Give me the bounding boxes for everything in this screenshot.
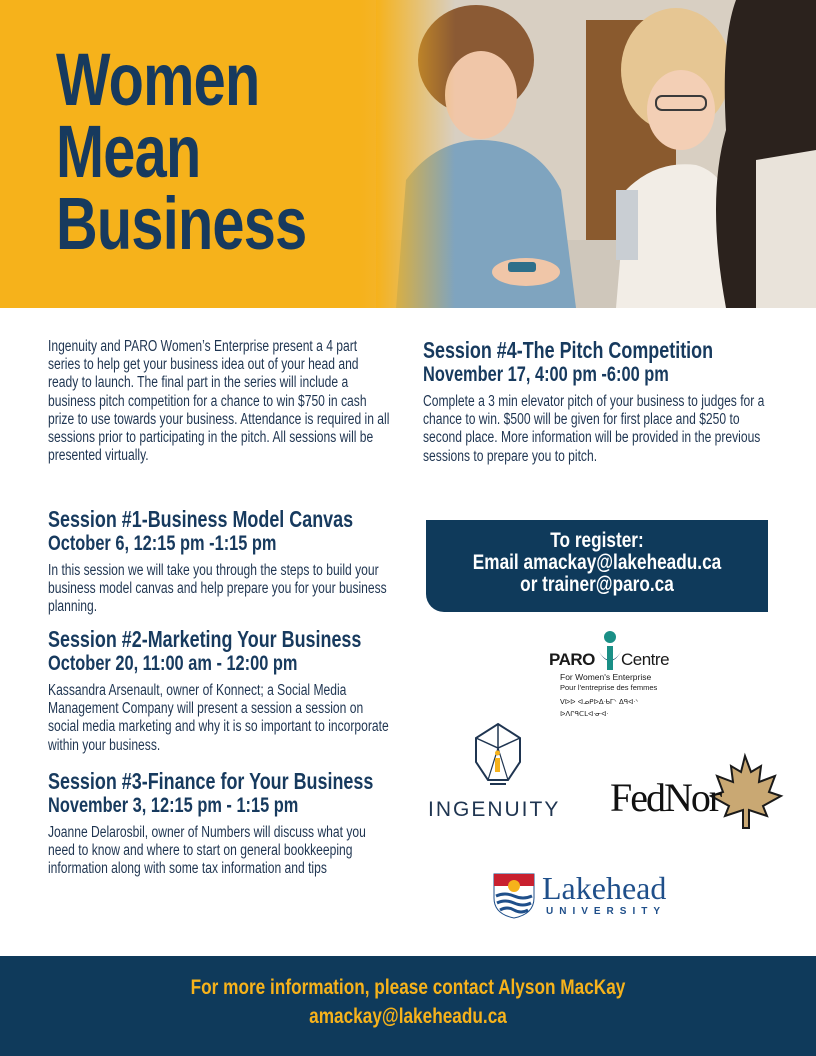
paro-subtitle-fr: Pour l'entreprise des femmes — [560, 683, 658, 692]
session-2-description: Kassandra Arsenault, owner of Konnect; a Social Media Management Company will present a session a session on social media marketing and why it is so important to incorporate within your business. — [48, 682, 389, 754]
lakehead-wordmark: Lakehead — [542, 870, 667, 906]
paro-logo — [548, 630, 688, 725]
paro-syllabics-2: ᐅᐱᒋᑫᑕᒪᐊᐧᓂᐊᐧ — [560, 710, 609, 718]
intro-paragraph: Ingenuity and PARO Women’s Enterprise present a 4 part series to help get your business idea out of your head and ready to launch. The final part in the series will include a business pitch competition for a chance to win $750 in cash prize to use towards your business. Attendance is required in all sessions prior to participating in the pitch. All sessions will be presented virtually. — [48, 338, 390, 465]
register-alt-email-link[interactable]: or trainer@paro.ca — [520, 573, 674, 596]
footer-email-link[interactable]: amackay@lakeheadu.ca — [309, 1005, 507, 1028]
ingenuity-logo — [424, 722, 574, 822]
paro-syllabics-1: ᐯᐅᐅ ᐊᓄᑭᐅᐃᐧᑲᒥᐠ ᐃᑫᐊᐧᐠ — [560, 698, 639, 706]
register-heading: To register: — [550, 529, 644, 552]
fednor-wordmark: FedNor — [610, 775, 721, 820]
lightbulb-icon — [470, 722, 526, 788]
session-1-description: In this session we will take you through the steps to build your business model canvas and help prepare you for your business planning. — [48, 562, 387, 616]
title-line-1: Women — [56, 38, 260, 121]
title-line-2: Mean — [56, 110, 201, 193]
header-banner — [0, 0, 816, 308]
session-1-title: Session #1-Business Model Canvas — [48, 506, 354, 532]
page-title — [56, 38, 307, 265]
session-3-date: November 3, 12:15 pm - 1:15 pm — [48, 794, 299, 817]
session-4 — [423, 337, 816, 466]
paro-name-left: PARO — [549, 650, 595, 669]
footer — [0, 956, 816, 1056]
intro-block — [48, 338, 488, 465]
session-3-title: Session #3-Finance for Your Business — [48, 768, 374, 794]
register-box — [426, 520, 768, 612]
fednor-logo — [610, 752, 785, 832]
paro-name-right: Centre — [621, 650, 670, 669]
title-line-3: Business — [56, 182, 307, 265]
register-email-link[interactable]: Email amackay@lakeheadu.ca — [472, 551, 722, 574]
session-4-date: November 17, 4:00 pm -6:00 pm — [423, 363, 669, 386]
session-2-title: Session #2-Marketing Your Business — [48, 626, 362, 652]
header-photo — [376, 0, 816, 308]
lakehead-shield-icon — [492, 872, 536, 920]
session-3-description: Joanne Delarosbil, owner of Numbers will discuss what you need to know and where to start on general bookkeeping information along with some tax information and tips — [48, 824, 366, 878]
lakehead-subtitle: UNIVERSITY — [546, 906, 667, 917]
session-2-date: October 20, 11:00 am - 12:00 pm — [48, 652, 298, 675]
session-1-date: October 6, 12:15 pm -1:15 pm — [48, 532, 277, 555]
footer-contact-text: For more information, please contact Alyson MacKay — [190, 976, 626, 999]
ingenuity-wordmark: INGENUITY — [428, 798, 561, 821]
lakehead-logo — [492, 870, 702, 922]
session-4-title: Session #4-The Pitch Competition — [423, 337, 714, 363]
paro-subtitle-en: For Women's Enterprise — [560, 672, 652, 682]
session-4-description: Complete a 3 min elevator pitch of your business to judges for a chance to win. $500 will be given for first place and $250 to second place. More information will be provided in the previous sessions to prepare you to pitch. — [423, 393, 765, 465]
